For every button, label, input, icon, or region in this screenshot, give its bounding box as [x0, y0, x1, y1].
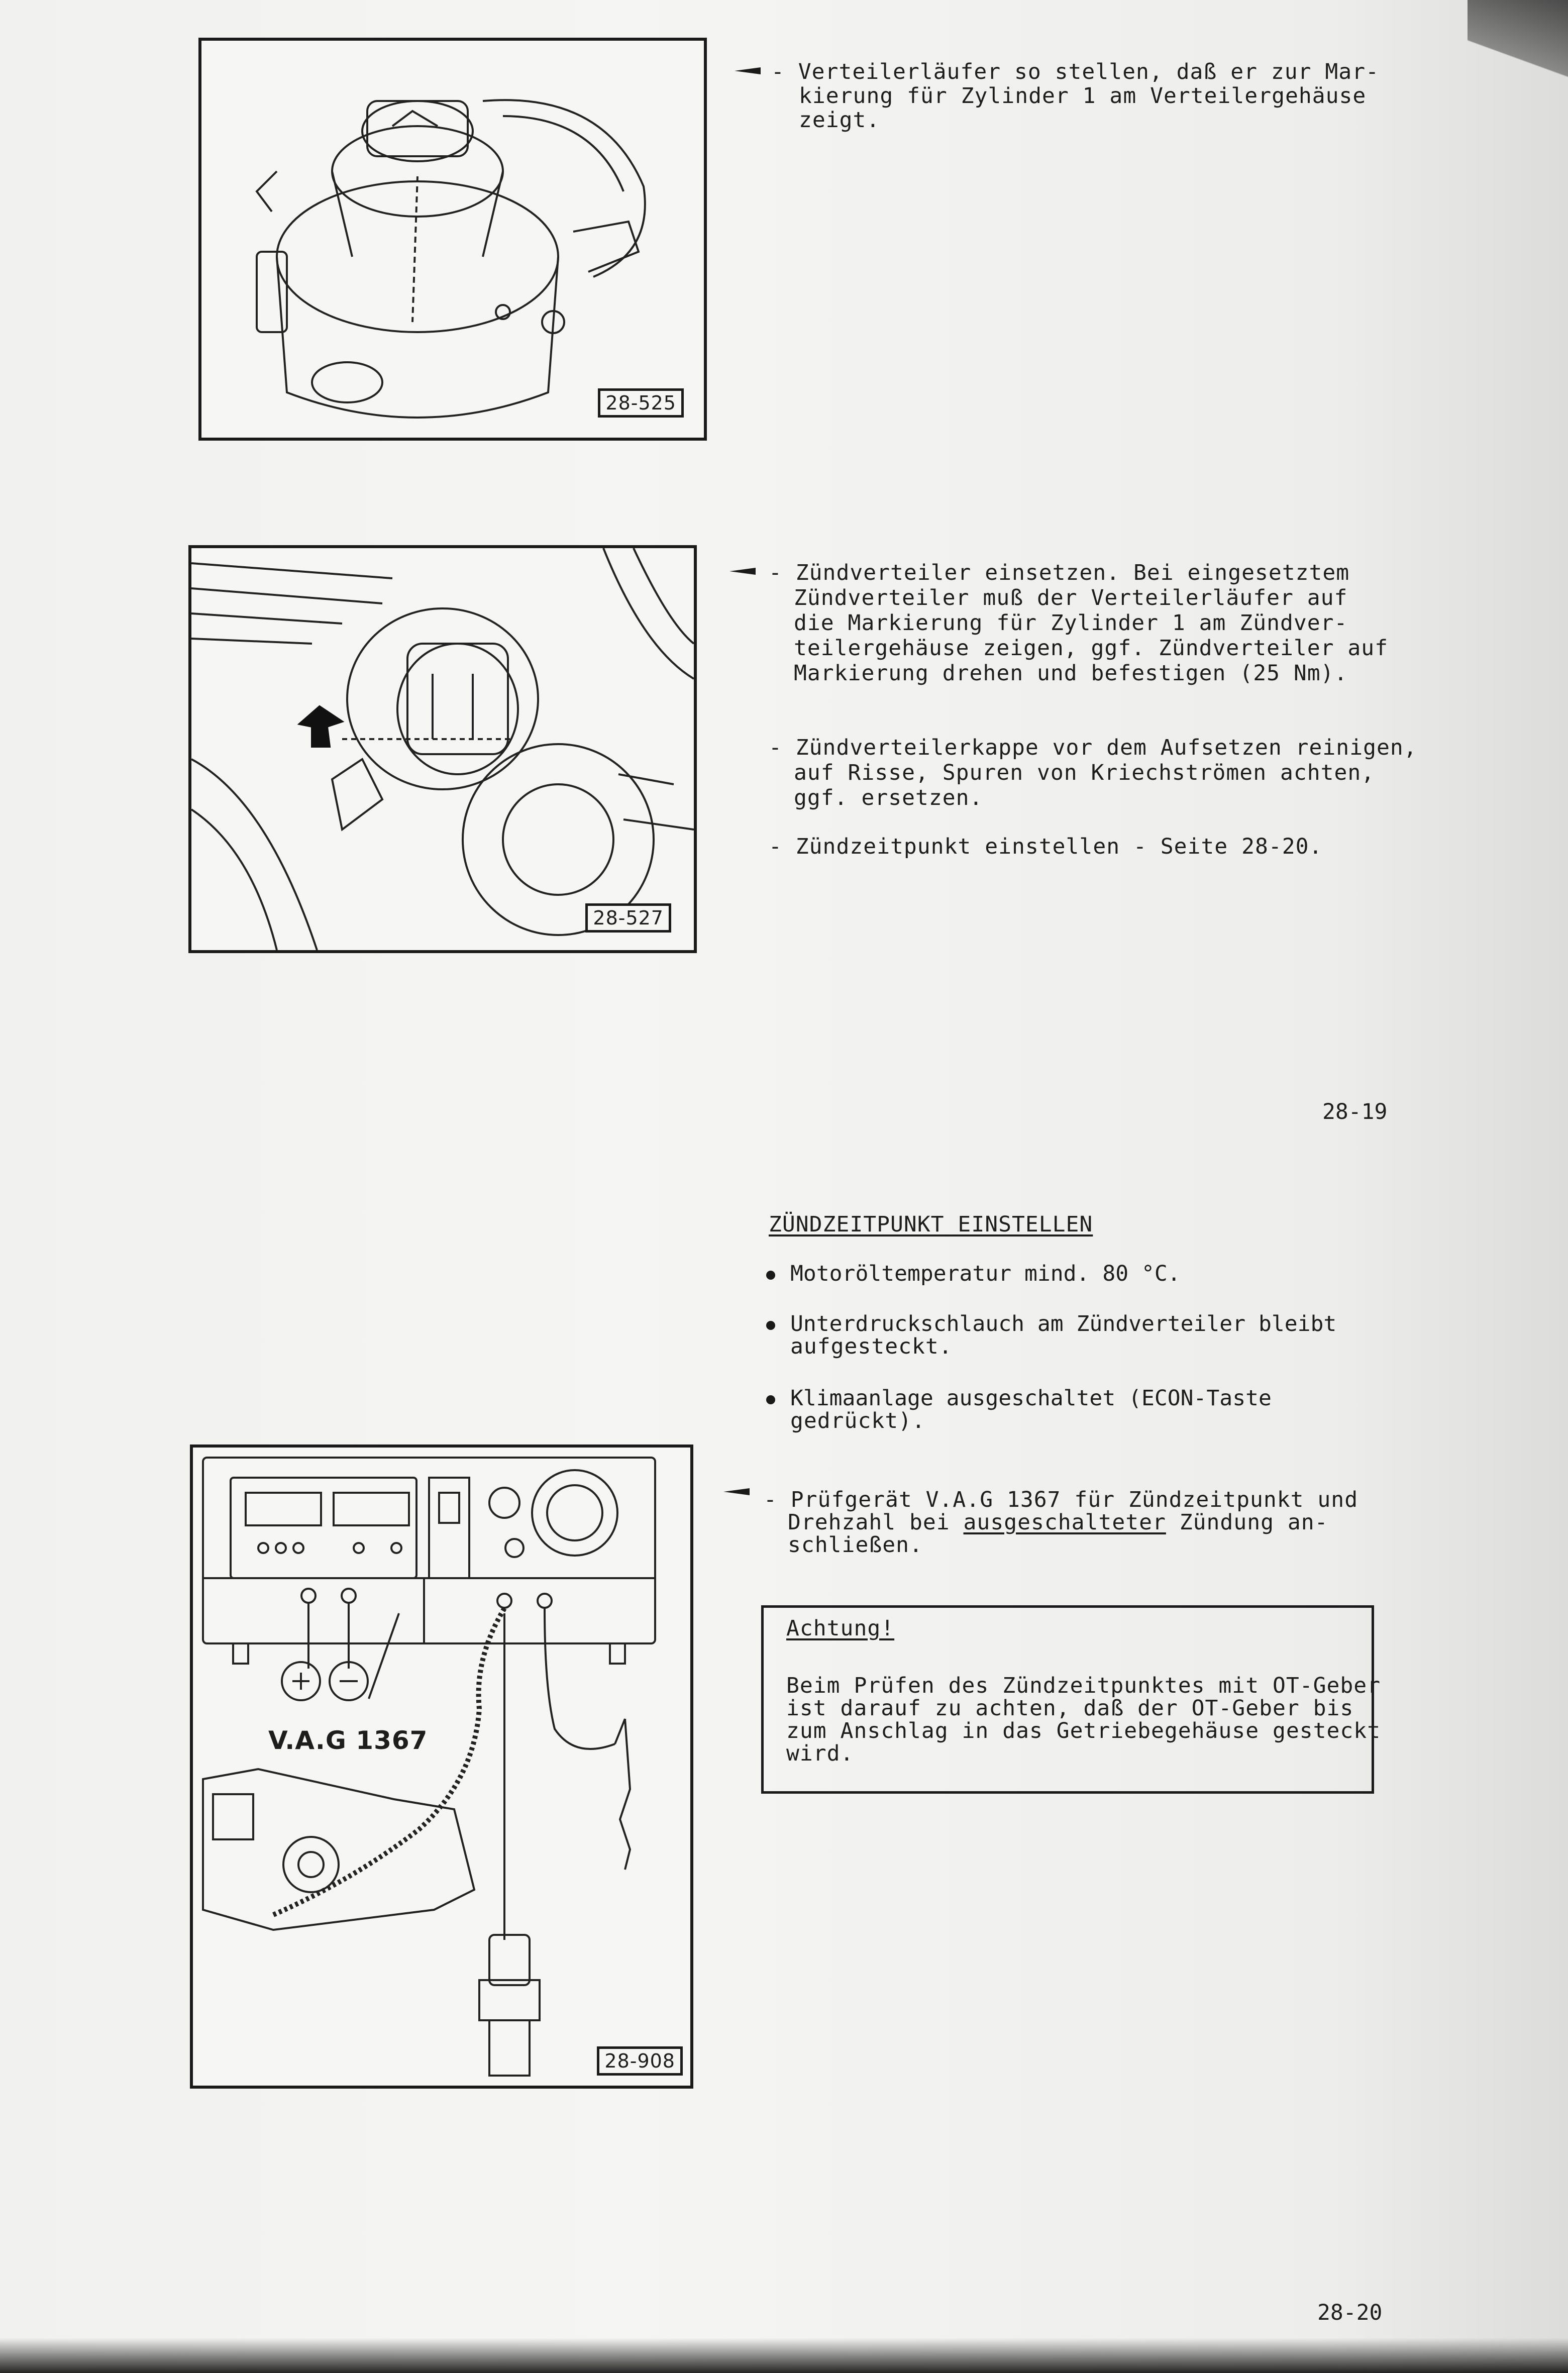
step-5-line-1: - Prüfgerät V.A.G 1367 für Zündzeitpunkt und: [764, 1487, 1358, 1512]
step-3-line-2: auf Risse, Spuren von Kriechströmen achten,: [794, 760, 1375, 785]
figure-tester-connection: [190, 1445, 693, 2089]
page-bottom-shadow: [0, 2338, 1568, 2373]
step-5-underlined: ausgeschalteter: [963, 1510, 1166, 1535]
caution-note-box: [761, 1605, 1381, 1794]
caution-line-4: wird.: [786, 1741, 854, 1766]
bullet-3: [766, 1386, 1272, 1411]
distributor-rotor-illustration: [201, 41, 704, 438]
step-pointer-arrow: [723, 1488, 750, 1495]
page-number-top: 28-19: [1322, 1099, 1388, 1124]
page-corner-shadow: [1468, 0, 1568, 90]
bullet-2-line-2: aufgesteckt.: [790, 1334, 953, 1359]
step-2-line-5: Markierung drehen und befestigen (25 Nm).: [794, 661, 1348, 686]
step-2-line-4: teilergehäuse zeigen, ggf. Zündverteiler auf: [794, 636, 1389, 661]
figure-distributor-rotor: [198, 38, 707, 441]
caution-line-1: Beim Prüfen des Zündzeitpunktes mit OT-Geber: [786, 1673, 1381, 1698]
bullet-3-line-2: gedrückt).: [790, 1408, 925, 1433]
step-4-text: - Zündzeitpunkt einstellen - Seite 28-20.: [769, 834, 1323, 859]
bullet-1-text: Motoröltemperatur mind. 80 °C.: [790, 1261, 1181, 1286]
step-1-line-2: kierung für Zylinder 1 am Verteilergehäuse: [799, 83, 1367, 109]
figure-label: 28-525: [598, 388, 684, 418]
step-2-line-1: - Zündverteiler einsetzen. Bei eingesetztem: [769, 560, 1350, 585]
step-pointer-arrow: [729, 568, 756, 575]
bullet-2: [766, 1311, 1336, 1336]
bullet-1: [766, 1261, 1181, 1286]
step-2-line-2: Zündverteiler muß der Verteilerläufer auf: [794, 585, 1348, 610]
step-5-line-2: [788, 1510, 1328, 1535]
step-1-line-1: - Verteilerläufer so stellen, daß er zur Mar-: [771, 59, 1379, 84]
caution-title: Achtung!: [786, 1616, 895, 1641]
step-5-line-3: schließen.: [788, 1532, 923, 1558]
bullet-dot: [766, 1395, 775, 1404]
page-number-bottom: 28-20: [1317, 2300, 1383, 2325]
step-5-text-a: Drehzahl bei: [788, 1510, 964, 1535]
section-heading: ZÜNDZEITPUNKT EINSTELLEN: [769, 1212, 1093, 1237]
step-5-text-b: Zündung an-: [1166, 1510, 1328, 1535]
step-3-line-3: ggf. ersetzen.: [794, 785, 983, 810]
bullet-3-line-1: Klimaanlage ausgeschaltet (ECON-Taste: [790, 1386, 1272, 1411]
device-name: V.A.G 1367: [268, 1726, 428, 1755]
bullet-dot: [766, 1271, 775, 1280]
tester-connection-illustration: [193, 1448, 690, 2086]
step-pointer-arrow: [735, 67, 761, 74]
install-distributor-illustration: [191, 548, 694, 950]
step-1-line-3: zeigt.: [799, 108, 880, 133]
figure-install-distributor: [188, 545, 697, 953]
caution-line-3: zum Anschlag in das Getriebegehäuse gesteckt: [786, 1718, 1381, 1743]
figure-label: 28-527: [585, 903, 671, 933]
step-2-line-3: die Markierung für Zylinder 1 am Zündver-: [794, 610, 1348, 636]
figure-label: 28-908: [597, 2046, 683, 2076]
bullet-2-line-1: Unterdruckschlauch am Zündverteiler bleibt: [790, 1311, 1337, 1336]
step-3-line-1: - Zündverteilerkappe vor dem Aufsetzen reinigen,: [769, 735, 1417, 760]
bullet-dot: [766, 1321, 775, 1330]
caution-line-2: ist darauf zu achten, daß der OT-Geber bis: [786, 1696, 1354, 1721]
